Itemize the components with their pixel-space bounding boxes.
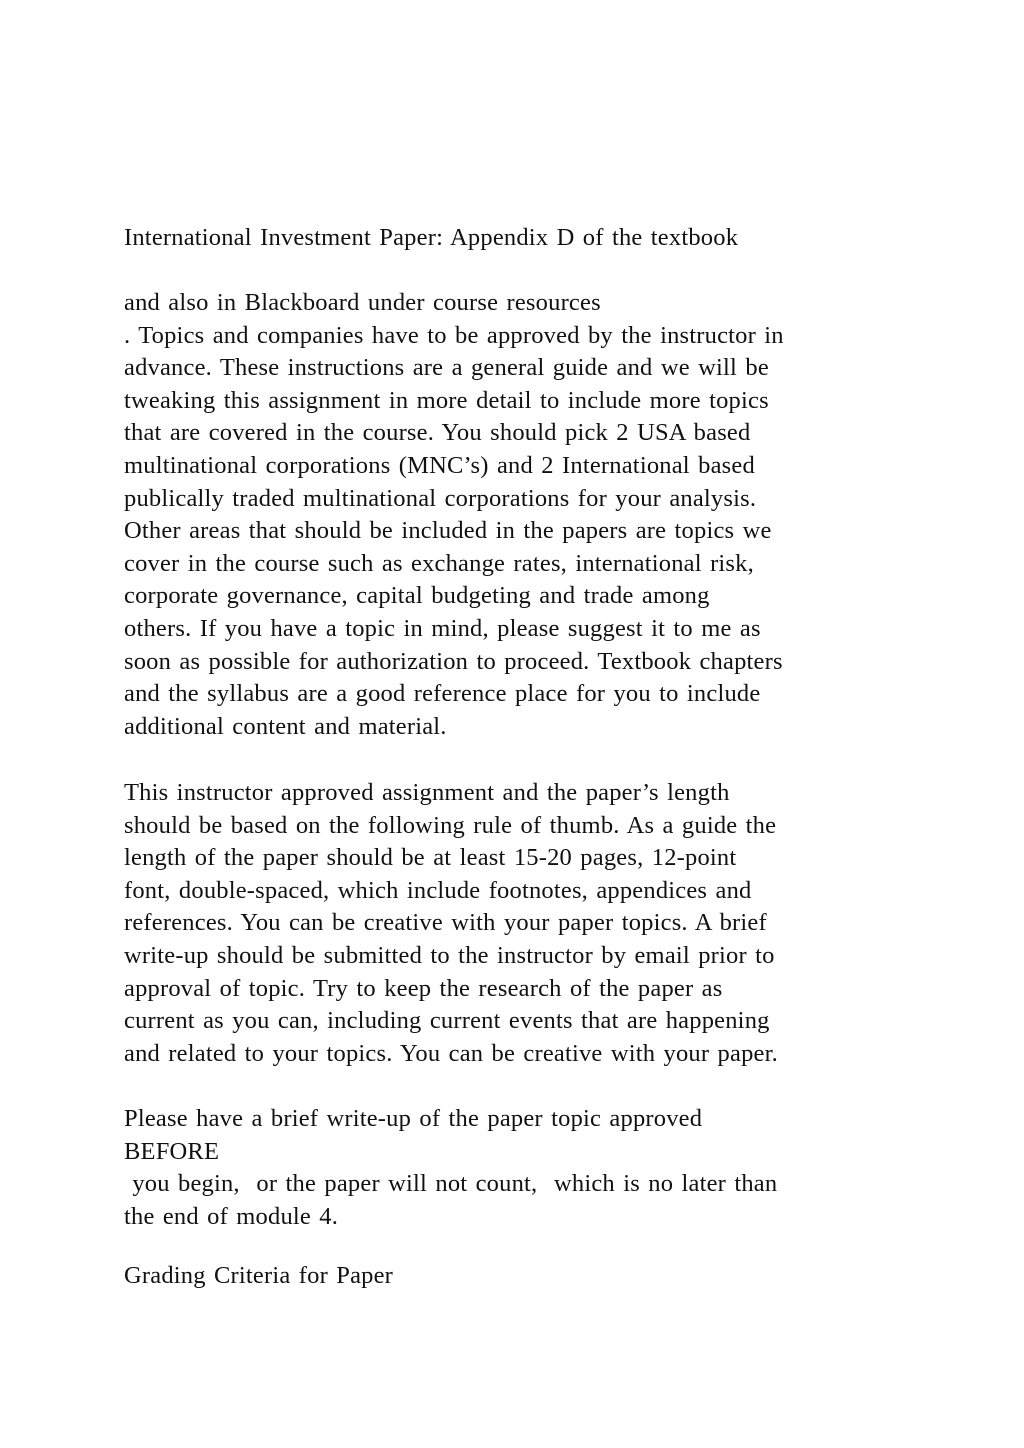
text-line: length of the paper should be at least 15-20 pages, 12-point: [124, 844, 737, 872]
text-line: additional content and material.: [124, 712, 447, 740]
text-line: and related to your topics. You can be creative with your paper.: [124, 1039, 778, 1067]
text-line: you begin, or the paper will not count, which is no later than: [124, 1170, 778, 1198]
text-line: cover in the course such as exchange rates, international risk,: [124, 549, 754, 577]
text-line: tweaking this assignment in more detail to include more topics: [124, 386, 769, 414]
text-line: that are covered in the course. You should pick 2 USA based: [124, 419, 751, 447]
text-line: font, double-spaced, which include footnotes, appendices and: [124, 876, 752, 904]
grading-criteria-heading: [124, 1260, 924, 1293]
text-line: current as you can, including current events that are happening: [124, 1007, 770, 1035]
text-line: Other areas that should be included in the papers are topics we: [124, 517, 772, 545]
paragraph-1: [124, 287, 924, 743]
text-line: references. You can be creative with your paper topics. A brief: [124, 909, 767, 937]
text-line: others. If you have a topic in mind, please suggest it to me as: [124, 614, 761, 642]
text-line: and the syllabus are a good reference place for you to include: [124, 680, 761, 708]
paragraph-2: [124, 777, 924, 1070]
text-line: should be based on the following rule of thumb. As a guide the: [124, 811, 777, 839]
text-line: BEFORE: [124, 1137, 220, 1165]
document-title-line: [124, 222, 924, 255]
paragraph-3: [124, 1103, 924, 1233]
text-line: corporate governance, capital budgeting and trade among: [124, 582, 710, 610]
text-line: Please have a brief write-up of the paper topic approved: [124, 1105, 703, 1132]
text-line: advance. These instructions are a general guide and we will be: [124, 354, 769, 382]
text-line: publically traded multinational corporations for your analysis.: [124, 484, 757, 512]
text-line: the end of module 4.: [124, 1202, 339, 1230]
text-line: International Investment Paper: Appendix D of the textbook: [124, 224, 739, 251]
text-line: approval of topic. Try to keep the research of the paper as: [124, 974, 723, 1002]
text-line: and also in Blackboard under course resources: [124, 289, 601, 316]
text-line: . Topics and companies have to be approved by the instructor in: [124, 321, 784, 349]
text-line: write-up should be submitted to the instructor by email prior to: [124, 941, 775, 969]
text-line: This instructor approved assignment and the paper’s length: [124, 779, 730, 806]
text-line: Grading Criteria for Paper: [124, 1262, 394, 1289]
text-line: multinational corporations (MNC’s) and 2 International based: [124, 451, 755, 479]
text-line: soon as possible for authorization to proceed. Textbook chapters: [124, 647, 783, 675]
